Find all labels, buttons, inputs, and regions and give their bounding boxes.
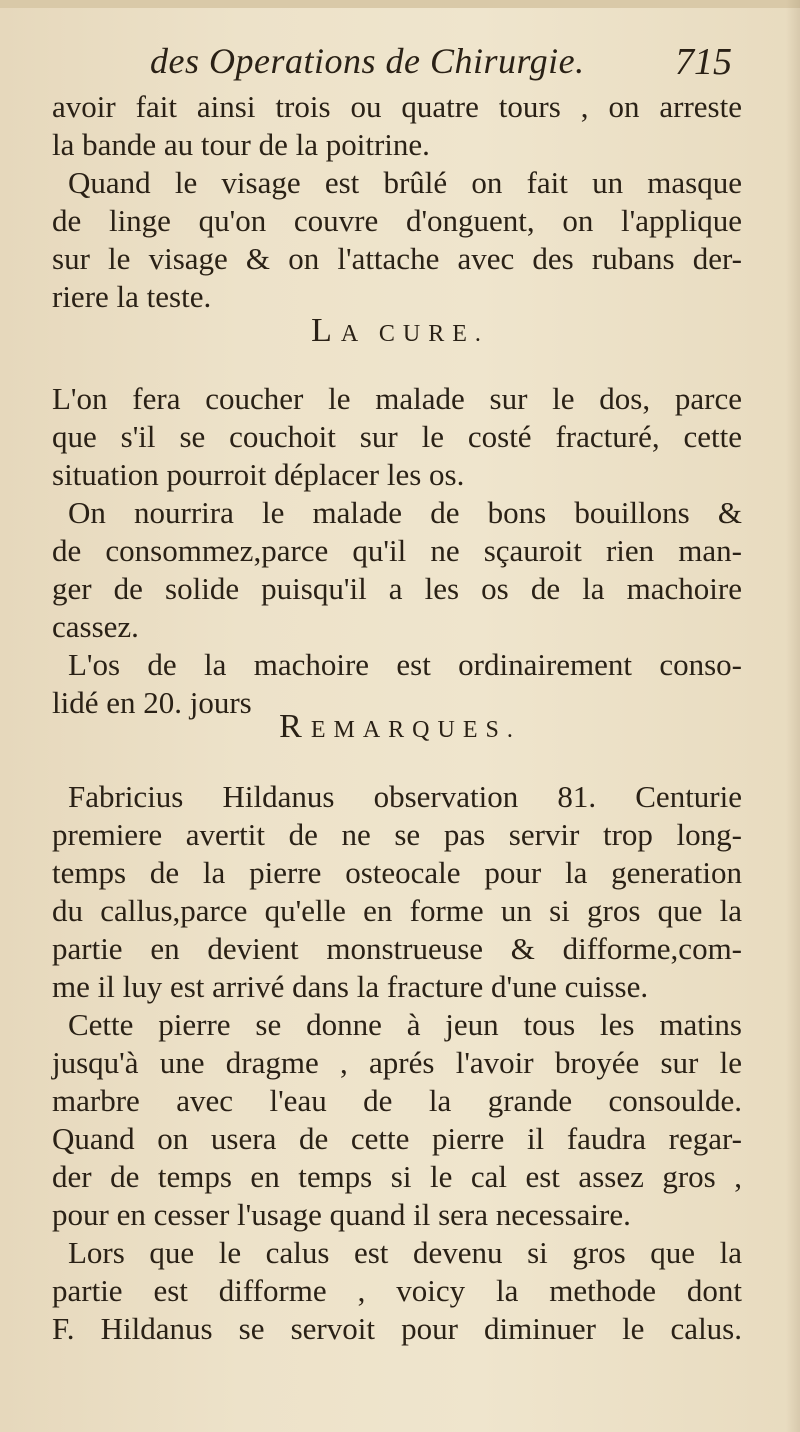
section-heading-remarques xyxy=(0,708,800,746)
text-line: me il luy est arrivé dans la fracture d'une cuisse. xyxy=(52,969,649,1004)
page-number: 715 xyxy=(675,41,732,83)
text-line: Quand on usera de cette pierre il faudra regar- xyxy=(52,1121,742,1156)
heading-initial: L xyxy=(311,312,341,349)
paragraph-block-2 xyxy=(52,380,742,722)
text-line: avoir fait ainsi trois ou quatre tours , on arreste xyxy=(52,89,742,124)
text-line: premiere avertit de ne se pas servir trop long- xyxy=(52,817,742,852)
text-line: pour en cesser l'usage quand il sera necessaire. xyxy=(52,1197,631,1232)
heading-rest: EMARQUES. xyxy=(310,717,521,743)
text-line: Cette pierre se donne à jeun tous les matins xyxy=(68,1007,742,1042)
text-line: lidé en 20. jours xyxy=(52,685,252,720)
text-line: temps de la pierre osteocale pour la generation xyxy=(52,855,742,890)
text-line: partie en devient monstrueuse & difforme,com- xyxy=(52,931,742,966)
text-line: L'on fera coucher le malade sur le dos, parce xyxy=(52,381,742,416)
text-line: que s'il se couchoit sur le costé fracturé, cette xyxy=(52,419,742,454)
text-line: sur le visage & on l'attache avec des rubans der- xyxy=(52,241,742,276)
text-line: marbre avec l'eau de la grande consoulde. xyxy=(52,1083,742,1118)
text-line: Quand le visage est brûlé on fait un masque xyxy=(68,165,742,200)
text-line: Fabricius Hildanus observation 81. Centurie xyxy=(68,779,742,814)
text-line: ger de solide puisqu'il a les os de la machoire xyxy=(52,571,742,606)
page-header xyxy=(150,34,740,94)
text-line: riere la teste. xyxy=(52,279,212,314)
heading-rest: A CURE. xyxy=(340,321,489,347)
section-heading-la-cure xyxy=(0,312,800,350)
paragraph-block-3 xyxy=(52,778,742,1348)
text-line: On nourrira le malade de bons bouillons & xyxy=(68,495,742,530)
text-line: cassez. xyxy=(52,609,139,644)
text-line: du callus,parce qu'elle en forme un si gros que la xyxy=(52,893,742,928)
text-line: partie est difforme , voicy la methode dont xyxy=(52,1273,742,1308)
text-line: Lors que le calus est devenu si gros que la xyxy=(68,1235,742,1270)
text-line: F. Hildanus se servoit pour diminuer le calus. xyxy=(52,1311,742,1346)
text-line: der de temps en temps si le cal est assez gros , xyxy=(52,1159,742,1194)
text-line: situation pourroit déplacer les os. xyxy=(52,457,465,492)
text-line: de consommez,parce qu'il ne sçauroit rien man- xyxy=(52,533,742,568)
text-line: L'os de la machoire est ordinairement conso- xyxy=(68,647,742,682)
paragraph-block-1 xyxy=(52,88,742,316)
text-line: jusqu'à une dragme , aprés l'avoir broyée sur le xyxy=(52,1045,742,1080)
text-line: de linge qu'on couvre d'onguent, on l'applique xyxy=(52,203,742,238)
running-head: des Operations de Chirurgie. xyxy=(150,41,585,81)
heading-initial: R xyxy=(279,708,311,745)
text-line: la bande au tour de la poitrine. xyxy=(52,127,430,162)
page-edge-top xyxy=(0,0,800,8)
